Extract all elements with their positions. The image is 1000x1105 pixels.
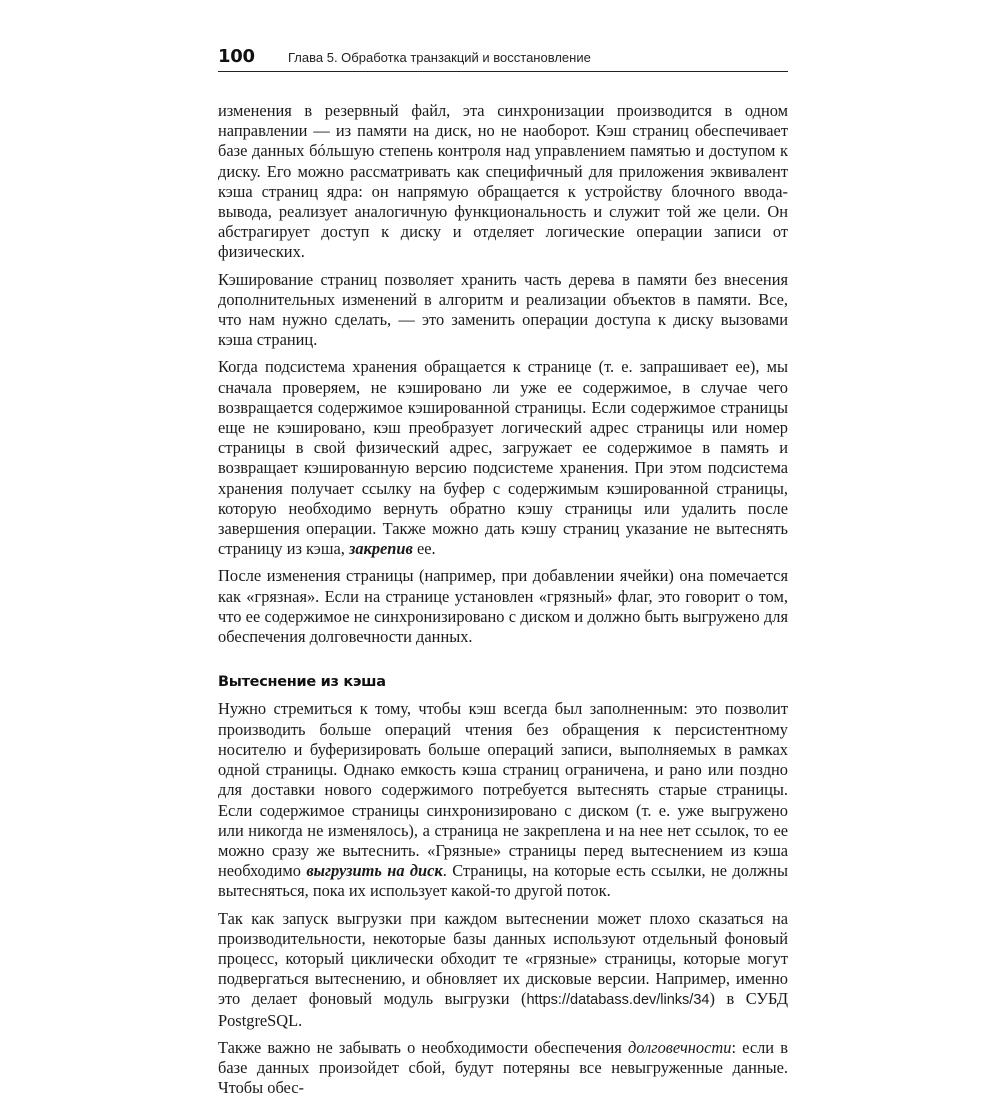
section-paragraph-2-text-b: ) в СУБД PostgreSQL.: [218, 989, 788, 1030]
section-paragraph-3-text-a: Также важно не забывать о необходимости обеспечения: [218, 1037, 628, 1057]
paragraph-4: После изменения страницы (например, при добавлении ячейки) она помечается как «грязная». Если на странице установлен «грязный» флаг, это говорит о том, что ее содержимое не синхронизировано с диском и должно быть выгружено для обеспечения долговечности данных.: [218, 566, 788, 647]
paragraph-1: изменения в резервный файл, эта синхронизации производится в одном направлении — из памяти на диск, но не наоборот. Кэш страниц обеспечивает базе данных бóльшую степень контроля над управлением памятью и доступом к диску. Его можно рассматривать как специфичный для приложения эквивалент кэша страниц ядра: он напрямую обращается к устройству блочного ввода-вывода, реализует аналогичную функциональность и служит той же цели. Он абстрагирует доступ к диску и отделяет логические операции записи от физических.: [218, 101, 788, 262]
paragraph-2: Кэширование страниц позволяет хранить часть дерева в памяти без внесения дополнительных изменений в алгоритм и реализации объектов в памяти. Все, что нам нужно сделать, — это заменить операции доступа к диску вызовами кэша страниц.: [218, 269, 788, 350]
paragraph-3-text-a: Когда подсистема хранения обращается к странице (т. е. запрашивает ее), мы сначала проверяем, не кэшировано ли уже ее содержимое, в случае чего возвращается содержимое кэшированной страницы. Если содержимое страницы еще не кэшировано, кэш преобразует логический адрес страницы или номер страницы в свой физический адрес, загружает ее содержимое в память и возвращает кэшированную версию подсистеме хранения. При этом подсистема хранения получает ссылку на буфер с содержимым кэшированной страницы, которую необходимо вернуть обратно кэшу страницы или удалить после завершения операции. Также можно дать кэшу страниц указание не вытеснять страницу из кэша,: [218, 357, 788, 559]
chapter-title: Глава 5. Обработка транзакций и восстановление: [288, 50, 591, 65]
paragraph-3-text-b: ее.: [412, 539, 436, 559]
durability-term: долговечности: [627, 1037, 732, 1057]
paragraph-3: [218, 357, 788, 559]
section-paragraph-2-text-a: Так как запуск выгрузки при каждом вытеснении может плохо сказаться на производительности, некоторые базы данных используют отдельный фоновый процесс, который циклически обходит те «грязные» страницы, которые могут подвергаться вытеснению, и обновляет их дисковые версии. Например, именно это делает фоновый модуль выгрузки (: [218, 908, 788, 1009]
section-heading: Вытеснение из кэша: [218, 674, 386, 691]
section-paragraph-1: [218, 699, 788, 901]
reference-link[interactable]: https://databass.dev/links/34: [526, 992, 710, 1009]
running-head: [218, 44, 788, 72]
section-paragraph-1-text-b: . Страницы, на которые есть ссылки, не должны вытесняться, пока их использует какой-то другой поток.: [218, 861, 788, 901]
section-paragraph-2: [218, 909, 788, 1031]
section-paragraph-3: [218, 1038, 788, 1099]
page-number: 100: [218, 46, 255, 67]
flush-term: выгрузить на диск: [306, 861, 443, 881]
body-text: [218, 101, 788, 1105]
section-paragraph-1-text-a: Нужно стремиться к тому, чтобы кэш всегда был заполненным: это позволит производить больше операций чтения без обращения к персистентному носителю и буферизировать больше операций записи, выполняемых в рамках одной страницы. Однако емкость кэша страниц ограничена, и рано или поздно для доставки нового содержимого потребуется вытеснять старые страницы. Если содержимое страницы синхронизировано с диском (т. е. уже выгружено или никогда не изменялось), а страница не закреплена и на нее нет ссылок, то ее можно сразу же вытеснить. «Грязные» страницы перед вытеснением из кэша необходимо: [218, 699, 788, 881]
section-paragraph-3-text-b: : если в базе данных произойдет сбой, будут потеряны все невыгруженные данные. Чтобы обес-: [218, 1037, 788, 1098]
pinned-term: закрепив: [348, 539, 413, 559]
